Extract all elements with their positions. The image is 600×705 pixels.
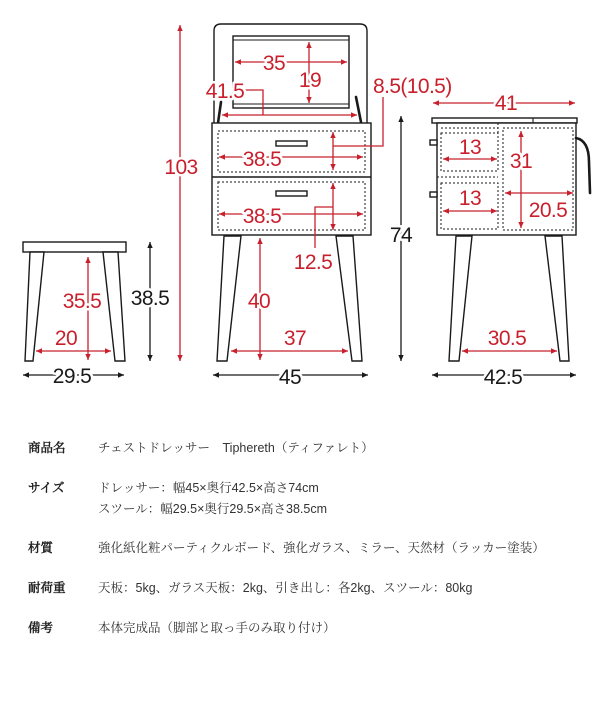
spec-value-line: スツール：幅29.5×奥行29.5×高さ38.5cm xyxy=(98,502,327,516)
dim-side-inner-leg-span xyxy=(462,327,557,351)
spec-value xyxy=(98,538,545,559)
dimension-label: 41.5 xyxy=(205,80,245,103)
dimension-label: 38.5 xyxy=(242,148,282,171)
dimension-label: 8.5(10.5) xyxy=(373,75,452,98)
side-leg-left xyxy=(449,236,472,361)
dimension-label: 13 xyxy=(458,136,482,159)
dim-dresser-width xyxy=(213,366,368,389)
dim-stool-total-height xyxy=(131,242,169,361)
stool-leg-left xyxy=(25,252,44,361)
dresser-leg-right xyxy=(336,236,362,361)
stool-dimensions xyxy=(23,242,169,388)
dimension-label: 103 xyxy=(164,156,198,179)
dresser-front-view xyxy=(212,24,371,361)
spec-label: 耐荷重 xyxy=(28,581,66,595)
dimension-label: 38.5 xyxy=(242,205,282,228)
dimension-label: 31 xyxy=(509,150,533,173)
spec-label: 材質 xyxy=(28,541,54,555)
mirror-support-right xyxy=(356,97,361,122)
spec-value-line: ドレッサー：幅45×奥行42.5×高さ74cm xyxy=(98,481,319,495)
dimension-label: 35.5 xyxy=(62,290,102,313)
mirror-support-left xyxy=(218,102,221,123)
spec-value xyxy=(98,618,336,639)
dimension-label: 13 xyxy=(458,187,482,210)
spec-value xyxy=(98,438,374,459)
spec-value-line: 本体完成品（脚部と取っ手のみ取り付け） xyxy=(98,621,336,635)
dimension-label: 12.5 xyxy=(293,251,333,274)
stool-leg-right xyxy=(103,252,125,361)
dimension-label: 40 xyxy=(247,290,271,313)
dim-leg-height xyxy=(248,238,270,360)
dim-stool-inner-leg-span xyxy=(36,327,111,351)
spec-value-line: 強化紙化粧パーティクルボード、強化ガラス、ミラー、天然材（ラッカー塗装） xyxy=(98,541,545,555)
dimension-label: 30.5 xyxy=(487,327,527,350)
side-leg-right xyxy=(545,236,569,361)
dimension-label: 19 xyxy=(298,69,322,92)
dresser-body xyxy=(212,123,371,235)
spec-label: 備考 xyxy=(28,621,54,635)
dim-dresser-depth xyxy=(432,366,576,389)
spec-value xyxy=(98,478,327,520)
side-top-plate xyxy=(432,118,577,123)
lower-drawer-knob xyxy=(430,192,437,197)
dimension-label: 20.5 xyxy=(528,199,568,222)
dimension-label: 38.5 xyxy=(130,287,170,310)
upper-drawer-handle xyxy=(276,141,307,146)
dresser-leg-left xyxy=(217,236,241,361)
upper-drawer-knob xyxy=(430,140,437,145)
spec-label: サイズ xyxy=(28,481,65,495)
dim-front-inner-leg-span xyxy=(231,327,348,351)
spec-value xyxy=(98,578,472,599)
mirror-glass xyxy=(233,36,349,108)
dimension-label: 42.5 xyxy=(483,366,523,389)
stool-seat xyxy=(23,242,126,252)
dim-stool-width xyxy=(23,365,124,388)
dimension-label: 35 xyxy=(262,52,286,75)
dim-top-depth xyxy=(433,92,575,115)
dimension-label: 74 xyxy=(389,224,413,247)
dimension-label: 29.5 xyxy=(52,365,92,388)
dimension-label: 45 xyxy=(278,366,302,389)
dimension-label: 20 xyxy=(54,327,78,350)
spec-value-line: 天板：5kg、ガラス天板：2kg、引き出し：各2kg、スツール：80kg xyxy=(98,581,473,595)
spec-value-line: チェストドレッサー Tiphereth（ティファレト） xyxy=(98,441,374,455)
lower-drawer-handle xyxy=(276,191,307,196)
dim-total-height-with-mirror xyxy=(164,25,197,361)
spec-label: 商品名 xyxy=(28,441,66,455)
dimension-label: 41 xyxy=(494,92,518,115)
dimension-label: 37 xyxy=(283,327,307,350)
dim-dresser-height xyxy=(390,116,413,361)
power-cord xyxy=(576,138,590,193)
